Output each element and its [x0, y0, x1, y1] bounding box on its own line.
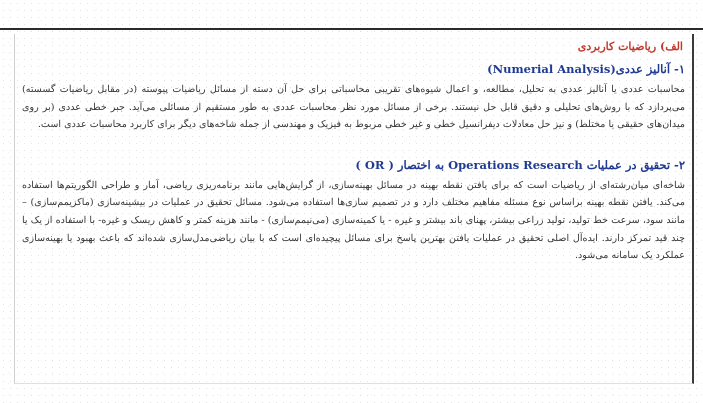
paragraph-operations-research: شاخه‌ای میان‌رشته‌ای از ریاضیات است که برای یافتن نقطه بهینه در مسائل بهینه‌سازی، از گرایش‌هایی مانند برنامه‌ریزی ریاضی، آمار و طراحی الگوریتم‌ها استفاده می‌کند. یافتن نقطه بهینه براساس نوع مسئله مفاهیم مختلف دارد و در تصمیم سازی‌ها استفاده می‌شود. مسائل تحقیق در عملیات در بیشینه‌سازی (ماکزیمم‌سازی) – مانند سود، سرعت خط تولید، تولید زراعی بیشتر، پهنای باند بیشتر و غیره - یا کمینه‌سازی (می‌نیمم‌سازی) - مانند هزینه کمتر و کاهش ریسک و غیره- با استفاده از یک یا چند قید تمرکز دارند. ایده‌آل اصلی تحقیق در عملیات یافتن بهترین پاسخ برای مسائل پیچیده‌ای است که با بیان ریاضی‌مدل‌سازی شده‌اند که باعث بهبود یا بهینه‌سازی عملکرد یک سامانه می‌شود. [22, 179, 685, 262]
section-spacer [22, 134, 685, 156]
section-title: الف) ریاضیات کاربردی [577, 40, 683, 53]
item-heading-numerical-analysis: ۱- آنالیز عددی(Numerial Analysis) [487, 62, 685, 76]
document-content [22, 38, 685, 265]
top-rule [0, 28, 703, 30]
paragraph-numerical-analysis: محاسبات عددی یا آنالیز عددی به تحلیل، مطالعه، و اعمال شیوه‌های تقریبی محاسباتی برای حل آن دسته از مسائل ریاضیات پیوسته (در مقابل ریاضیات گسسته) می‌پردازد که با روش‌های تحلیلی و دقیق قابل حل نیستند. برخی از مسائل مورد نظر محاسبات عددی به طور مستقیم از مسائلی می‌آید. جبر خطی عددی (بر روی میدان‌های حقیقی یا مختلط) و نیز حل معادلات دیفرانسیل خطی و غیر خطی مربوط به فیزیک و مهندسی از جمله شاخه‌های دیگر برای کاربرد محاسبات عددی است. [22, 84, 685, 131]
item-heading-operations-research: ۲- تحقیق در عملیات Operations Research به اختصار ( OR ) [355, 157, 685, 172]
item-numerical-analysis [22, 60, 685, 134]
item-operations-research [22, 156, 685, 265]
